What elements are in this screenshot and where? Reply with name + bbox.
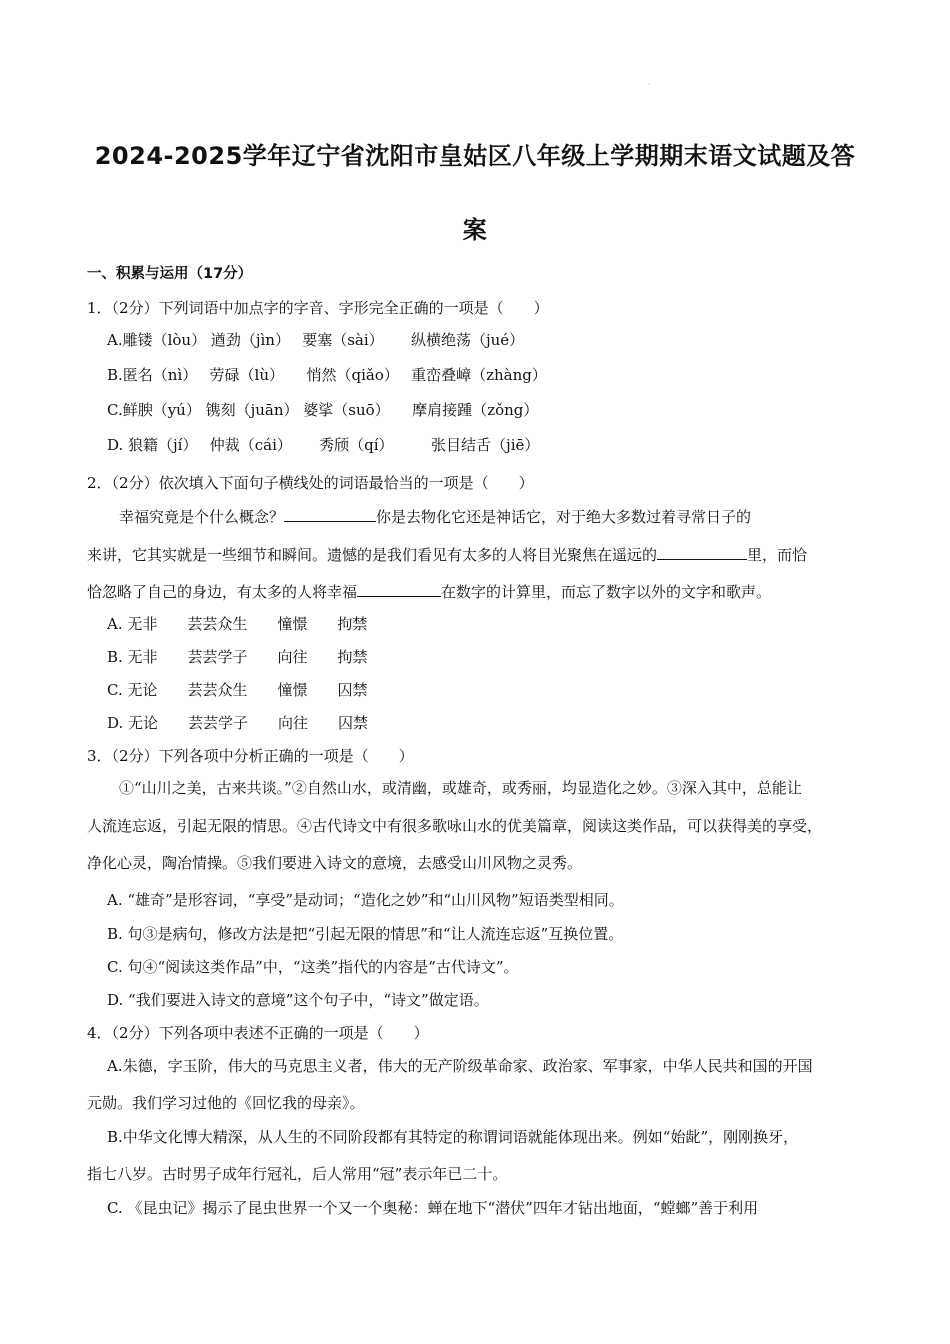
- q2-passage-text: 你是去物化它还是神话它，对于绝大多数过着寻常日子的: [376, 508, 752, 526]
- header-dot: ·: [648, 80, 651, 89]
- q2-option-d: D. 无论 芸芸学子 向往 囚禁: [107, 714, 369, 732]
- q1-option-c: C.鲜腴（yú） 镌刻（juān） 婆挲（suō） 摩肩接踵（zǒng）: [107, 401, 539, 419]
- q3-option-c: C. 句④“阅读这类作品”中，“这类”指代的内容是“古代诗文”。: [107, 958, 519, 976]
- q2-passage-line-3: [87, 582, 771, 602]
- q2-passage-text: 里，而恰: [747, 546, 808, 564]
- q2-passage-line-1: [119, 507, 751, 527]
- q2-passage-line-2: [87, 545, 807, 565]
- q3-passage-line-1: ①“山川之美，古来共谈。”②自然山水，或清幽，或雄奇，或秀丽，均显造化之妙。③深入其中，总能让: [119, 779, 802, 797]
- q4-stem: 4．（2分）下列各项中表述不正确的一项是（ ）: [87, 1024, 429, 1042]
- q3-option-b: B. 句③是病句，修改方法是把“引起无限的情思”和“让人流连忘返”互换位置。: [107, 925, 624, 943]
- q2-option-b: B. 无非 芸芸学子 向往 拘禁: [107, 648, 368, 666]
- q1-option-b: B.匿名（nì） 劳碌（lù） 悄然（qiǎo） 重峦叠嶂（zhàng）: [107, 366, 547, 384]
- q2-passage-text: 来讲，它其实就是一些细节和瞬间。遗憾的是我们看见有太多的人将目光聚焦在遥远的: [87, 546, 658, 564]
- q1-option-a: A.雕镂（lòu） 遒劲（jìn） 要塞（sài） 纵横绝荡（jué）: [107, 331, 525, 349]
- q2-option-a: A. 无非 芸芸众生 憧憬 拘禁: [107, 615, 368, 633]
- q3-passage-line-2: 人流连忘返，引起无限的情思。④古代诗文中有很多歌咏山水的优美篇章，阅读这类作品，可以获得美的享受，: [87, 817, 823, 835]
- q4-option-a-line-2: 元勋。我们学习过他的《回忆我的母亲》。: [87, 1094, 365, 1112]
- q3-stem: 3．（2分）下列各项中分析正确的一项是（ ）: [87, 747, 414, 765]
- q3-option-a: A. “雄奇”是形容词，“享受”是动词；“造化之妙”和“山川风物”短语类型相同。: [107, 891, 624, 909]
- q4-option-a-line-1: A.朱德，字玉阶，伟大的马克思主义者，伟大的无产阶级革命家、政治家、军事家，中华人民共和国的开国: [107, 1057, 813, 1075]
- q2-stem: 2．（2分）依次填入下面句子横线处的词语最恰当的一项是（ ）: [87, 474, 534, 492]
- q1-option-d: D. 狼籍（jí） 仲裁（cái） 秀颀（qí） 张目结舌（jiē）: [107, 436, 540, 454]
- q4-option-b-line-1: B.中华文化博大精深，从人生的不同阶段都有其特定的称谓词语就能体现出来。例如“始龀”，刚刚换牙，: [107, 1128, 799, 1146]
- q3-option-d: D. “我们要进入诗文的意境”这个句子中，“诗文”做定语。: [107, 991, 489, 1009]
- q4-option-c-line-1: C. 《昆虫记》揭示了昆虫世界一个又一个奥秘：蝉在地下“潜伏”四年才钻出地面，“螳螂”善于利用: [107, 1199, 759, 1217]
- q2-passage-text: 恰忽略了自己的身边，有太多的人将幸福: [87, 583, 358, 601]
- q1-stem: 1．（2分）下列词语中加点字的字音、字形完全正确的一项是（ ）: [87, 299, 549, 317]
- q2-blank-3: [357, 582, 441, 597]
- q2-passage-text: 在数字的计算里，而忘了数字以外的文字和歌声。: [441, 583, 772, 601]
- q2-blank-1: [284, 507, 376, 522]
- q2-option-c: C. 无论 芸芸众生 憧憬 囚禁: [107, 681, 368, 699]
- q2-blank-2: [657, 545, 747, 560]
- section-heading: 一、积累与运用（17分）: [87, 266, 253, 282]
- document-title-line-2: 案: [462, 216, 488, 244]
- q4-option-b-line-2: 指七八岁。古时男子成年行冠礼，后人常用“冠”表示年已二十。: [87, 1165, 508, 1183]
- document-title-line-1: 2024-2025学年辽宁省沈阳市皇姑区八年级上学期期末语文试题及答: [94, 142, 856, 170]
- q3-passage-line-3: 净化心灵，陶冶情操。⑤我们要进入诗文的意境，去感受山川风物之灵秀。: [87, 854, 583, 872]
- q2-passage-text: 幸福究竟是个什么概念？: [119, 508, 285, 526]
